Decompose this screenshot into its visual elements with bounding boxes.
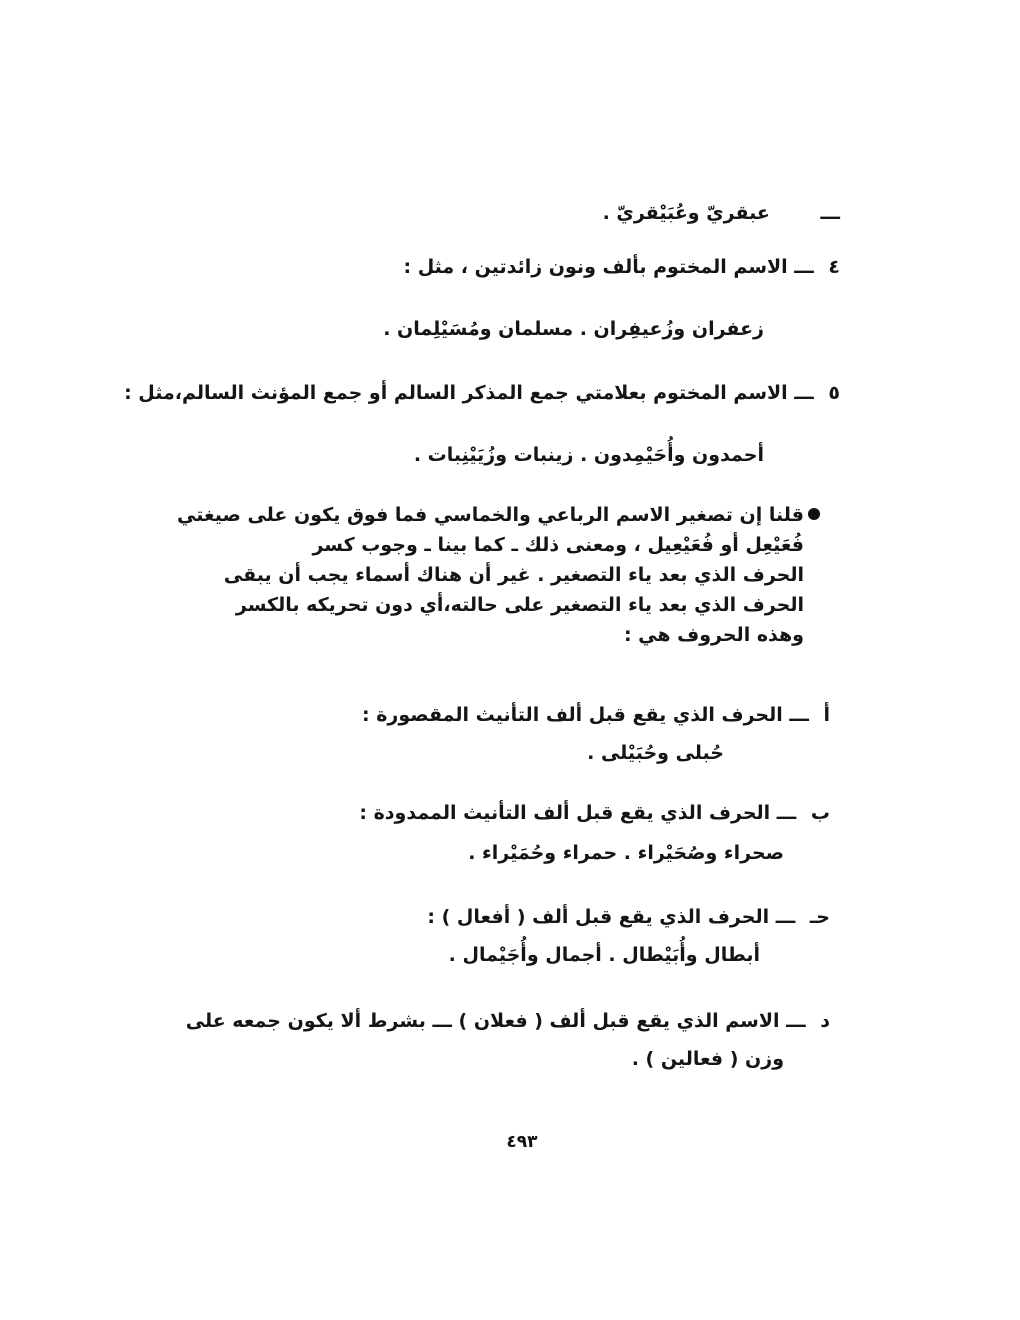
- item-4-examples: [383, 316, 764, 342]
- sub-item-letter: د: [820, 1010, 830, 1032]
- item-heading-text: ـــ الاسم المختوم بألف ونون زائدتين ، مثل :: [403, 256, 814, 278]
- sub-item-b-example: [468, 840, 784, 866]
- sub-item-letter: أ: [823, 704, 830, 726]
- sub-item-heading-text: ـــ الحرف الذي يقع قبل ألف التأنيث المقصورة :: [361, 704, 809, 726]
- dash: ـــ: [820, 202, 840, 224]
- item-5-heading: [124, 380, 840, 406]
- item-heading-text: ـــ الاسم المختوم بعلامتي جمع المذكر السالم أو جمع المؤنث السالم،مثل :: [124, 382, 814, 404]
- sub-item-letter: ب: [810, 802, 830, 824]
- sub-item-heading-text: ـــ الحرف الذي يقع قبل ألف التأنيث الممدودة :: [359, 802, 797, 824]
- note-line: الحرف الذي بعد ياء التصغير . غير أن هناك أسماء يجب أن يبقى: [223, 564, 804, 586]
- example-text: حُبلى وحُبَيْلى .: [587, 742, 724, 764]
- sub-item-c-example: [449, 942, 760, 968]
- item-4-heading: [404, 254, 841, 280]
- sub-item-heading-text: ـــ الحرف الذي يقع قبل ألف ( أفعال ) :: [427, 906, 796, 928]
- sub-item-a-heading: [362, 702, 830, 728]
- continuation-text: وزن ( فعالين ) .: [631, 1048, 784, 1070]
- note-paragraph: [177, 500, 804, 650]
- sub-item-d-continuation: [632, 1046, 784, 1072]
- page-number: ٤٩٣: [506, 1132, 538, 1152]
- examples-text: أحمدون وأُحَيْمِدون . زينبات وزُيَيْنِبات .: [413, 444, 764, 466]
- sub-item-a-example: [587, 740, 724, 766]
- note-line: قلنا إن تصغير الاسم الرباعي والخماسي فما فوق يكون على صيغتي: [177, 504, 804, 526]
- sub-item-b-heading: [359, 800, 830, 826]
- example-text: أبطال وأُبَيْطال . أجمال وأُجَيْمال .: [448, 944, 760, 966]
- note-line: فُعَيْعِل أو فُعَيْعِيل ، ومعنى ذلك ـ كما بينا ـ وجوب كسر: [312, 534, 804, 556]
- item-5-examples: [414, 442, 764, 468]
- continuation-text: عبقريّ وعُبَيْقريّ .: [602, 202, 770, 224]
- sub-item-letter: حـ: [809, 906, 830, 928]
- note-line: الحرف الذي بعد ياء التصغير على حالته،أي دون تحريكه بالكسر: [235, 594, 804, 616]
- continuation-line: [603, 200, 840, 226]
- item-number: ٥: [828, 382, 840, 404]
- sub-item-heading-text: ـــ الاسم الذي يقع قبل ألف ( فعلان ) ـــ بشرط ألا يكون جمعه على: [185, 1010, 806, 1032]
- item-number: ٤: [828, 256, 840, 278]
- bullet-icon: [808, 508, 820, 520]
- sub-item-d-heading: [186, 1008, 830, 1034]
- sub-item-c-heading: [427, 904, 830, 930]
- note-line: وهذه الحروف هي :: [623, 624, 804, 646]
- example-text: صحراء وصُحَيْراء . حمراء وحُمَيْراء .: [468, 842, 784, 864]
- examples-text: زعفران وزُعيفِران . مسلمان ومُسَيْلِمان .: [383, 318, 764, 340]
